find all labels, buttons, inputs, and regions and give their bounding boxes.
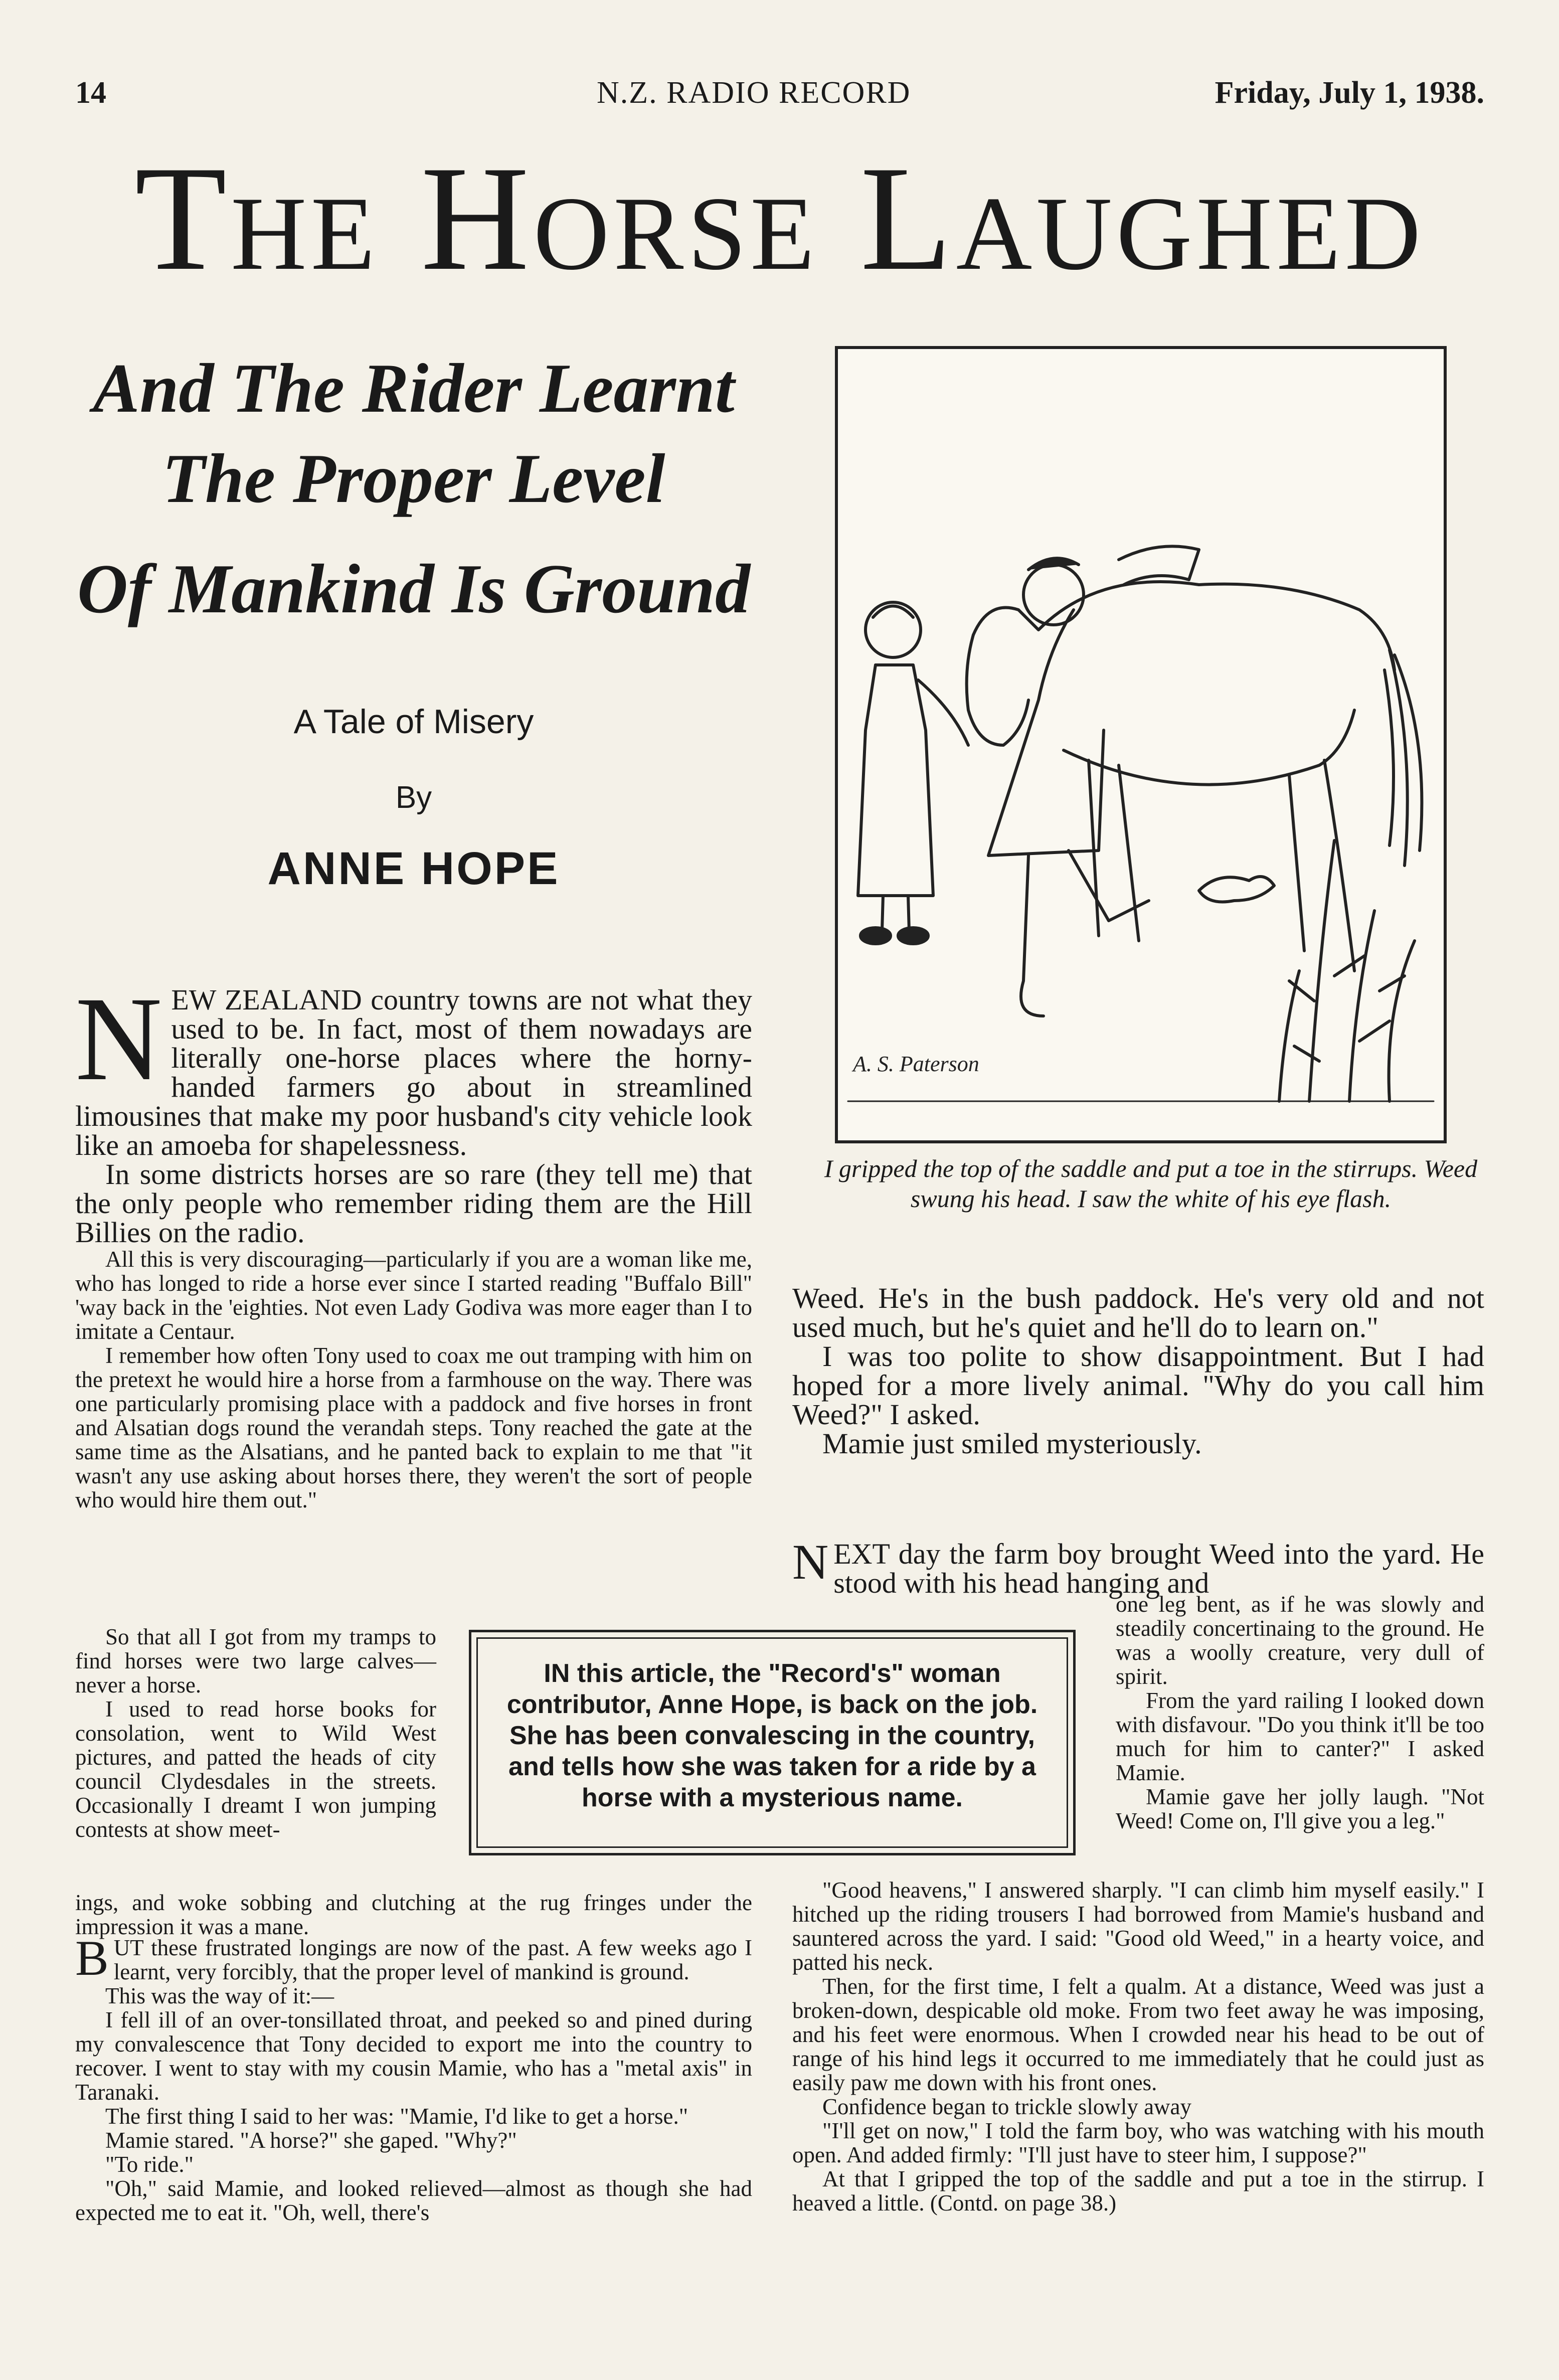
illustration-caption: I gripped the top of the saddle and put a toe in the stirrups. Weed swung his head. I saw the white of his eye flash. [824, 1154, 1478, 1213]
artist-signature: A. S. Paterson [853, 1052, 979, 1076]
paragraph: Confidence began to trickle slowly away [822, 2094, 1192, 2119]
article-column-1b [75, 1625, 436, 1841]
saddle [1119, 546, 1199, 585]
publication-name: N.Z. RADIO RECORD [597, 76, 911, 110]
subtitle: A Tale of Misery [293, 703, 534, 741]
editor-note-text: IN this article, the "Record's" woman contributor, Anne Hope, is back on the job. She has been convalescing in the country, and tells how she was taken for a ride by a horse with a mysterious name. [476, 1637, 1068, 1848]
deck-line-1: And The Rider Learnt [93, 350, 735, 427]
paragraph: "Oh," said Mamie, and looked relieved—almost as though she had expected me to eat it. "Oh, well, there's [75, 2176, 752, 2225]
woman-dress [858, 665, 933, 896]
masthead [75, 75, 1484, 115]
paragraph: I fell ill of an over-tonsillated throat, and peeked so and pined during my convalescence that Tony decided to export me into the country to recover. I went to stay with my cousin Mamie, who has a "metal axis" in Taranaki. [75, 2007, 752, 2105]
woman-head [865, 602, 921, 657]
article-column-2 [792, 1284, 1484, 1458]
horse-rider-illustration [838, 349, 1444, 1140]
editor-note-box [469, 1630, 1076, 1855]
paragraph: So that all I got from my tramps to find horses were two large calves—never a horse. [75, 1624, 436, 1697]
illustration [835, 346, 1447, 1143]
horse-back [973, 582, 1395, 670]
page-number: 14 [75, 76, 106, 110]
drop-cap-b: B [75, 1930, 109, 1986]
drop-cap-n2: N [792, 1534, 829, 1590]
paragraph: "I'll get on now," I told the farm boy, who was watching with his mouth open. And added firmly: "I'll just have to steer him, I suppose?" [792, 2118, 1484, 2167]
headline: The Horse Laughed [134, 135, 1425, 301]
paragraph: This was the way of it:— [105, 1983, 334, 2008]
paragraph: Mamie gave her jolly laugh. "Not Weed! Come on, I'll give you a leg." [1116, 1784, 1484, 1833]
issue-date: Friday, July 1, 1938. [1215, 76, 1484, 110]
paragraph: "To ride." [105, 2152, 194, 2177]
paragraph: At that I gripped the top of the saddle and put a toe in the stirrup. I heaved a little. (Contd. on page 38.) [792, 2166, 1484, 2216]
paragraph: The first thing I said to her was: "Mamie, I'd like to get a horse." [105, 2104, 688, 2129]
paragraph: "Good heavens," I answered sharply. "I can climb him myself easily." I hitched up the riding trousers I had borrowed from Mamie's husband and sauntered across the yard. I said: "Good old Weed," in a hearty voice, and patted his neck. [792, 1878, 1484, 1975]
article-column-2d [792, 1878, 1484, 2215]
paragraph: EXT day the farm boy brought Weed into the yard. He stood with his head hanging and [833, 1538, 1484, 1599]
deck-line-2: The Proper Level [162, 440, 665, 518]
paragraph: UT these frustrated longings are now of the past. A few weeks ago I learnt, very forcibly, that the proper level of mankind is ground. [113, 1935, 752, 1984]
paragraph: In some districts horses are so rare (they tell me) that the only people who remember riding them are the Hill Billies on the radio. [75, 1158, 752, 1249]
paragraph: Mamie stared. "A horse?" she gaped. "Why?" [105, 2128, 517, 2153]
drop-cap-n: N [75, 972, 162, 1105]
paragraph: I used to read horse books for consolation, went to Wild West pictures, and patted the heads of city council Clydesdales in the streets. Occasionally I dreamt I won jumping contests at show meet- [75, 1696, 436, 1842]
author-name: ANNE HOPE [267, 843, 560, 894]
paragraph: Weed. He's in the bush paddock. He's very old and not used much, but he's quiet and he'll do to learn on." [792, 1282, 1484, 1343]
article-column-2b [792, 1534, 1484, 1599]
paragraph: Then, for the first time, I felt a qualm. At a distance, Weed was just a broken-down, despicable old moke. From two feet away he was imposing, and his feet were enormous. When I crowded near his head to be out of range of his hind legs it occurred to me immediately that he could just as easily paw me down with his front ones. [792, 1974, 1484, 2095]
paragraph: I was too polite to show disappointment. But I had hoped for a more lively animal. "Why do you call him Weed?" I asked. [792, 1340, 1484, 1431]
article-column-1 [75, 972, 752, 1512]
paragraph: I remember how often Tony used to coax me out tramping with him on the pretext he would hire a horse from a farmhouse on the way. There was one particularly promising place with a paddock and five horses in front and Alsatian dogs round the verandah steps. Tony reached the gate at the same time as the Alsatians, and he panted back to explain to me that "it wasn't any use asking about horses there, they weren't the sort of people who would hire them out." [75, 1343, 752, 1512]
paragraph: ings, and woke sobbing and clutching at the rug fringes under the impression it was a mane. [75, 1890, 752, 1939]
paragraph: Mamie just smiled mysteriously. [822, 1427, 1202, 1460]
article-column-2c [1116, 1592, 1484, 1833]
byline-label: By [395, 780, 432, 815]
paragraph: All this is very discouraging—particularly if you are a woman like me, who has longed to ride a horse ever since I started reading "Buffalo Bill" 'way back in the 'eighties. Not even Lady Godiva was more eager than I to imitate a Centaur. [75, 1247, 752, 1344]
deck-line-3: Of Mankind Is Ground [77, 550, 751, 628]
paragraph: one leg bent, as if he was slowly and steadily concertinaing to the ground. He was a woolly creature, very dull of spirit. [1116, 1592, 1484, 1689]
article-column-1d [75, 1930, 752, 2225]
paragraph: EW ZEALAND country towns are not what they used to be. In fact, most of them nowadays are literally one-horse places where the horny-handed farmers go about in streamlined limousines that make my poor husband's city vehicle look like an amoeba for shapelessness. [75, 983, 752, 1161]
paragraph: From the yard railing I looked down with disfavour. "Do you think it'll be too much for him to canter?" I asked Mamie. [1116, 1688, 1484, 1785]
article-column-1c [75, 1891, 752, 1939]
